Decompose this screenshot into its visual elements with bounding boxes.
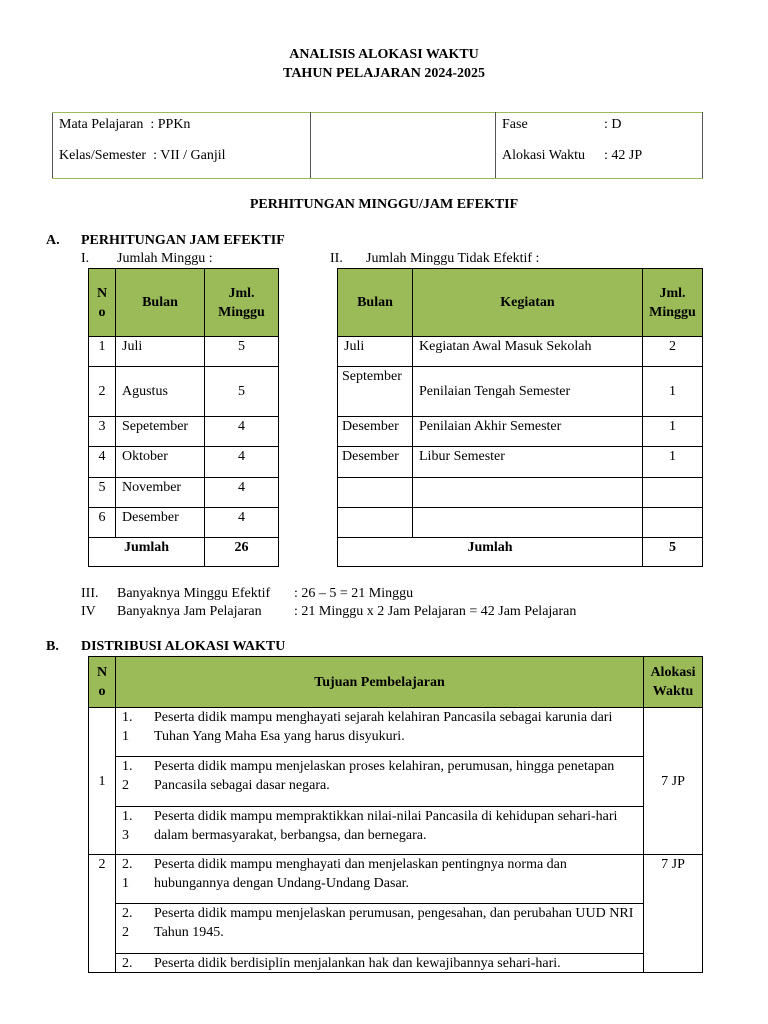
t1-cell-no: 2 xyxy=(89,367,116,417)
t2-cell-kegiatan xyxy=(413,508,643,538)
table-row xyxy=(89,508,279,538)
t3-header-alokasi: Alokasi Waktu xyxy=(644,657,703,708)
t2-cell-bulan: Desember xyxy=(338,417,413,447)
t3-group-alokasi: 7 JP xyxy=(644,708,703,855)
table-row xyxy=(338,417,703,447)
tp-number: 2. 1 xyxy=(122,857,133,891)
t1-total-label: Jumlah xyxy=(89,538,205,567)
table-row xyxy=(89,367,279,417)
tp-text: Peserta didik mampu menjelaskan perumusan, pengesahan, dan perubahan UUD NRI Tahun 1945. xyxy=(154,906,634,940)
table-row xyxy=(338,508,703,538)
table-total-row xyxy=(89,538,279,567)
mapel-label: Mata Pelajaran xyxy=(59,117,144,132)
t2-cell-kegiatan: Libur Semester xyxy=(413,447,643,478)
t2-cell-jml: 1 xyxy=(643,417,703,447)
t2-header-bulan: Bulan xyxy=(338,269,413,337)
sub1-title: Jumlah Minggu : xyxy=(117,251,213,266)
t1-cell-bulan: Oktober xyxy=(116,447,205,478)
t1-cell-bulan: Sepetember xyxy=(116,417,205,447)
t2-header-kegiatan: Kegiatan xyxy=(413,269,643,337)
t1-cell-bulan: Juli xyxy=(116,337,205,367)
t2-cell-bulan: Juli xyxy=(338,337,413,367)
t2-cell-bulan xyxy=(338,478,413,508)
alokasi-label: Alokasi Waktu xyxy=(502,148,585,163)
sub1-num: I. xyxy=(81,251,90,266)
jumlah-minggu-table xyxy=(88,268,279,567)
table-row xyxy=(338,337,703,367)
tp-number: 1. 1 xyxy=(122,710,133,744)
info-left-cell xyxy=(53,113,311,179)
t2-cell-kegiatan: Kegiatan Awal Masuk Sekolah xyxy=(413,337,643,367)
sub2-num: II. xyxy=(330,251,343,266)
table-total-row xyxy=(338,538,703,567)
info-table xyxy=(52,112,703,179)
subtitle: PERHITUNGAN MINGGU/JAM EFEKTIF xyxy=(249,197,519,212)
list-item xyxy=(116,954,643,972)
t1-cell-no: 5 xyxy=(89,478,116,508)
t2-cell-jml xyxy=(643,508,703,538)
table-row xyxy=(89,417,279,447)
kelas-label: Kelas/Semester xyxy=(59,148,147,163)
distribusi-alokasi-table xyxy=(88,656,703,973)
info-empty-cell xyxy=(311,113,496,179)
doc-title-line1: ANALISIS ALOKASI WAKTU xyxy=(289,47,479,62)
t3-tujuan-cell xyxy=(116,855,644,973)
t2-cell-jml: 1 xyxy=(643,367,703,417)
line3-value: : 26 – 5 = 21 Minggu xyxy=(294,586,414,601)
table-row xyxy=(338,478,703,508)
t2-cell-jml: 1 xyxy=(643,447,703,478)
line4-label: Banyaknya Jam Pelajaran xyxy=(117,604,262,619)
table-row xyxy=(89,447,279,478)
table-row xyxy=(89,855,703,973)
section-b-letter: B. xyxy=(46,639,59,654)
t3-header-no: N o xyxy=(89,657,116,708)
section-b-title: DISTRIBUSI ALOKASI WAKTU xyxy=(81,639,286,654)
fase-value: : D xyxy=(604,117,622,132)
t3-group-no: 2 xyxy=(89,855,116,973)
t1-cell-jml: 5 xyxy=(205,337,279,367)
t2-total-label: Jumlah xyxy=(338,538,643,567)
kelas-value: : VII / Ganjil xyxy=(153,148,226,163)
t3-group-no: 1 xyxy=(89,708,116,855)
t2-cell-jml xyxy=(643,478,703,508)
doc-title-line2: TAHUN PELAJARAN 2024-2025 xyxy=(283,66,485,81)
t1-header-jml: Jml. Minggu xyxy=(205,269,279,337)
tp-number: 1. 2 xyxy=(122,759,133,793)
tp-number: 1. 3 xyxy=(122,809,133,843)
list-item xyxy=(116,708,643,757)
table-row xyxy=(338,367,703,417)
tp-text: Peserta didik mampu menghayati dan menjelaskan pentingnya norma dan hubungannya dengan Undang-Undang Dasar. xyxy=(154,857,567,891)
table-row xyxy=(89,337,279,367)
tp-text: Peserta didik berdisiplin menjalankan hak dan kewajibannya sehari-hari. xyxy=(154,956,561,971)
t3-group-alokasi: 7 JP xyxy=(644,855,703,973)
t1-cell-no: 4 xyxy=(89,447,116,478)
mapel-value: : PPKn xyxy=(150,117,191,132)
table-row xyxy=(338,447,703,478)
t2-cell-bulan xyxy=(338,508,413,538)
line3-num: III. xyxy=(81,586,99,601)
minggu-tidak-efektif-table xyxy=(337,268,703,567)
t3-tujuan-cell xyxy=(116,708,644,855)
t1-cell-jml: 5 xyxy=(205,367,279,417)
tp-number: 2. 2 xyxy=(122,906,133,940)
t2-cell-jml: 2 xyxy=(643,337,703,367)
t2-cell-bulan: Desember xyxy=(338,447,413,478)
t1-cell-no: 3 xyxy=(89,417,116,447)
list-item xyxy=(116,757,643,807)
tp-text: Peserta didik mampu mempraktikkan nilai-nilai Pancasila di kehidupan sehari-hari dalam bermasyarakat, berbangsa, dan bernegara. xyxy=(154,809,618,843)
line4-value: : 21 Minggu x 2 Jam Pelajaran = 42 Jam Pelajaran xyxy=(294,604,577,619)
t1-header-bulan: Bulan xyxy=(116,269,205,337)
table-row xyxy=(89,478,279,508)
table-row xyxy=(89,708,703,855)
list-item xyxy=(116,904,643,954)
t1-total-value: 26 xyxy=(205,538,279,567)
t2-total-value: 5 xyxy=(643,538,703,567)
section-a-title: PERHITUNGAN JAM EFEKTIF xyxy=(81,233,285,248)
t1-cell-no: 6 xyxy=(89,508,116,538)
list-item xyxy=(116,807,643,854)
t2-cell-kegiatan xyxy=(413,478,643,508)
t3-header-tujuan: Tujuan Pembelajaran xyxy=(116,657,644,708)
sub2-title: Jumlah Minggu Tidak Efektif : xyxy=(366,251,540,266)
t1-cell-jml: 4 xyxy=(205,417,279,447)
t2-cell-kegiatan: Penilaian Akhir Semester xyxy=(413,417,643,447)
t1-cell-jml: 4 xyxy=(205,478,279,508)
t1-cell-bulan: November xyxy=(116,478,205,508)
tp-number: 2. xyxy=(122,956,133,971)
t1-cell-no: 1 xyxy=(89,337,116,367)
tp-text: Peserta didik mampu menghayati sejarah kelahiran Pancasila sebagai karunia dari Tuhan Yang Maha Esa yang harus disyukuri. xyxy=(154,710,613,744)
alokasi-value: : 42 JP xyxy=(604,148,643,163)
t1-cell-bulan: Agustus xyxy=(116,367,205,417)
t1-header-no: N o xyxy=(89,269,116,337)
section-a-letter: A. xyxy=(46,233,60,248)
line4-num: IV xyxy=(81,604,96,619)
t1-cell-jml: 4 xyxy=(205,508,279,538)
line3-label: Banyaknya Minggu Efektif xyxy=(117,586,271,601)
t2-header-jml: Jml. Minggu xyxy=(643,269,703,337)
t1-cell-jml: 4 xyxy=(205,447,279,478)
list-item xyxy=(116,855,643,904)
t2-cell-bulan: September xyxy=(338,367,413,417)
tp-text: Peserta didik mampu menjelaskan proses kelahiran, perumusan, hingga penetapan Pancasila sebagai dasar negara. xyxy=(154,759,615,793)
info-right-cell xyxy=(496,113,703,179)
t1-cell-bulan: Desember xyxy=(116,508,205,538)
t2-cell-kegiatan: Penilaian Tengah Semester xyxy=(413,367,643,417)
fase-label: Fase xyxy=(502,117,528,132)
